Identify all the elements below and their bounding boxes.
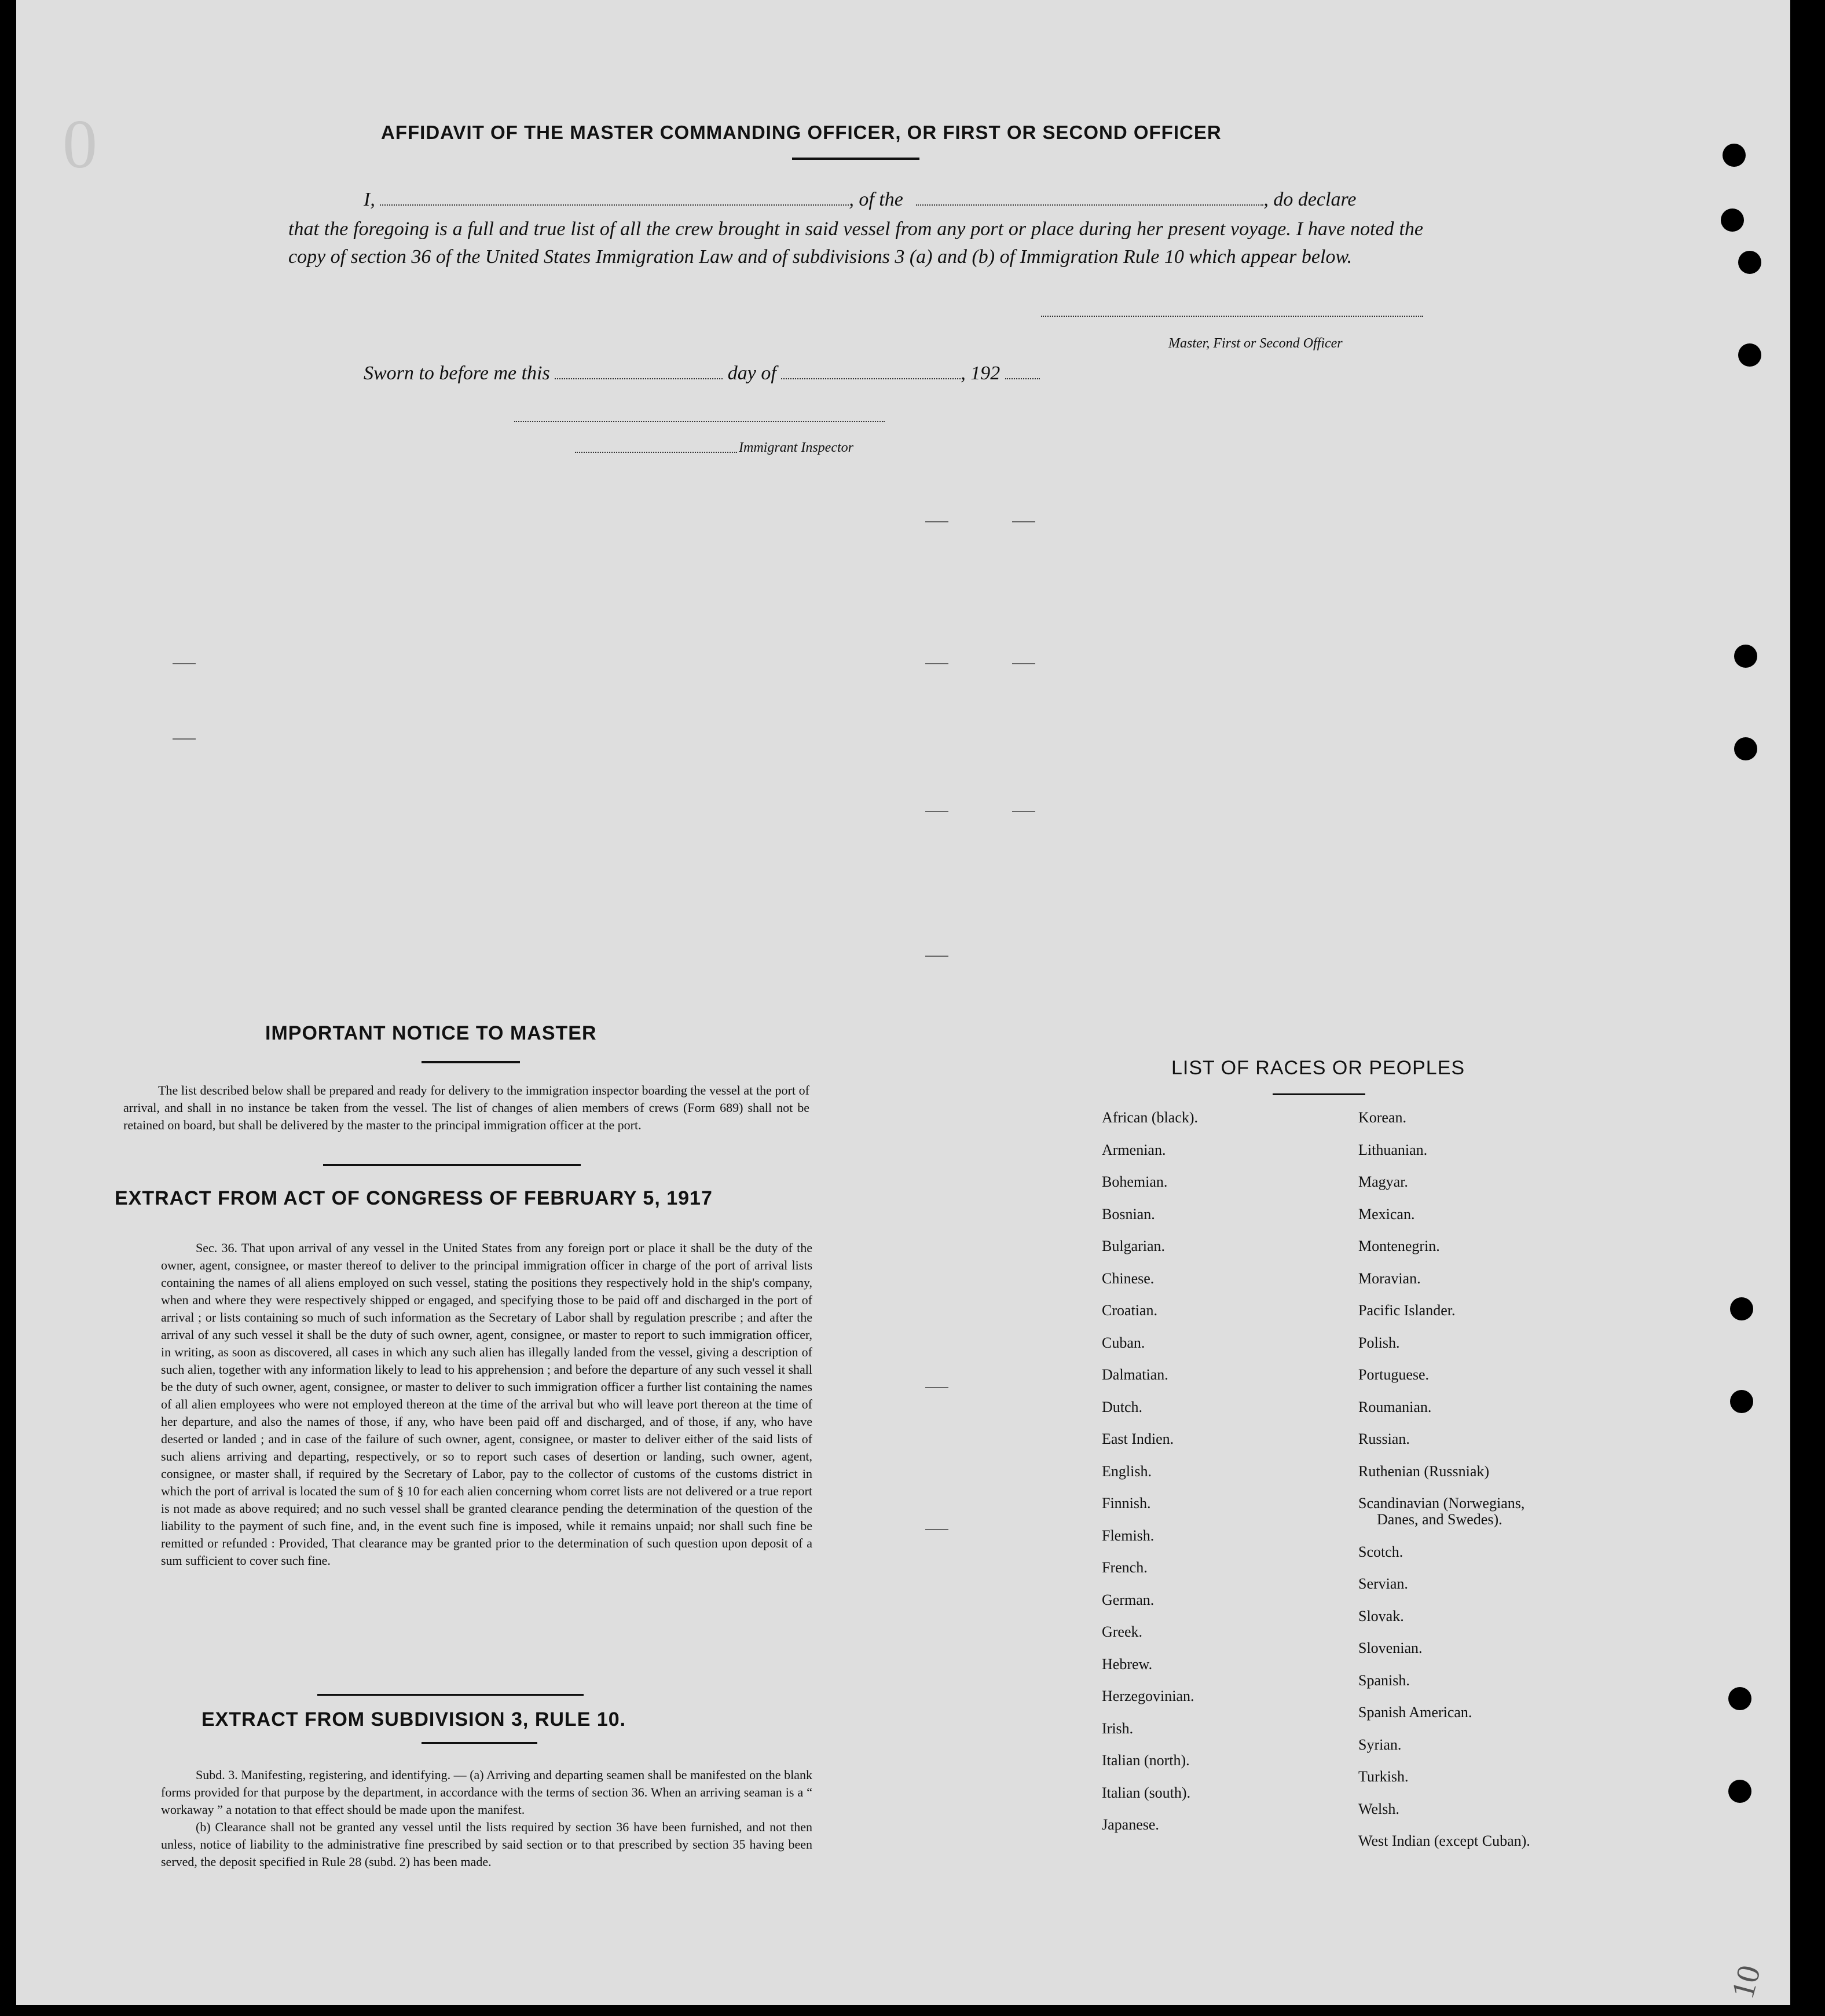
race-item: Ruthenian (Russniak) <box>1358 1462 1490 1480</box>
notice-heading-rule <box>422 1061 520 1063</box>
rule-para-b: (b) Clearance shall not be granted any vessel until the lists required by section 36 have been furnished, and not then unless, notice of liability to the administrative fine prescribed by said section or to that prescribed by section 35 having been served, the deposit specified in Rule 28 (subd. 2) has been made. <box>161 1820 812 1869</box>
sworn-day-field[interactable] <box>555 362 723 379</box>
race-item: Lithuanian. <box>1358 1141 1428 1158</box>
race-item: Finnish. <box>1102 1495 1151 1512</box>
race-item: Roumanian. <box>1358 1398 1432 1415</box>
punch-hole <box>1728 1687 1751 1710</box>
affidavit-declare: , do declare <box>1263 189 1357 210</box>
punch-hole <box>1728 1780 1751 1803</box>
race-item: Hebrew. <box>1102 1655 1153 1673</box>
race-item: Scotch. <box>1358 1543 1403 1560</box>
race-item: Korean. <box>1358 1109 1407 1126</box>
act-divider <box>317 1694 584 1696</box>
punch-hole <box>1730 1390 1753 1413</box>
race-item: Welsh. <box>1358 1800 1399 1817</box>
race-item: Irish. <box>1102 1719 1134 1737</box>
name-field[interactable] <box>380 188 849 206</box>
race-item: German. <box>1102 1591 1155 1608</box>
notice-heading: IMPORTANT NOTICE TO MASTER <box>265 1022 597 1044</box>
race-item: Greek. <box>1102 1623 1143 1640</box>
sworn-text: Sworn to before me this <box>364 363 550 384</box>
punch-hole <box>1723 144 1746 167</box>
race-item: Herzegovinian. <box>1102 1688 1194 1704</box>
notice-paragraph: The list described below shall be prepared and ready for delivery to the immigration inspector boarding the vessel at the port of arrival, and shall in no instance be taken from the vessel. The list of changes of alien members of crews (Form 689) shall not be retained on board, but shall be delivered by the master to the principal immigration officer at the port. <box>123 1083 809 1132</box>
race-item: Dalmatian. <box>1102 1366 1168 1383</box>
act-body <box>161 1239 812 1569</box>
race-item: Flemish. <box>1102 1527 1155 1544</box>
race-item: Mexican. <box>1358 1205 1415 1223</box>
race-item: English. <box>1102 1462 1152 1480</box>
race-item: Slovak. <box>1358 1607 1404 1624</box>
sworn-year: , 192 <box>961 363 1001 384</box>
faint-dash <box>925 1529 948 1530</box>
race-item: Japanese. <box>1102 1816 1159 1833</box>
race-item: Chinese. <box>1102 1269 1155 1287</box>
affidavit-i: I, <box>364 189 375 210</box>
faint-dash <box>173 738 196 740</box>
vessel-field[interactable] <box>916 188 1263 206</box>
rule-body <box>161 1766 812 1871</box>
race-item: Dutch. <box>1102 1398 1143 1415</box>
race-item: Spanish. <box>1358 1671 1410 1689</box>
faint-dash <box>1012 521 1035 522</box>
rule-heading: EXTRACT FROM SUBDIVISION 3, RULE 10. <box>201 1708 626 1730</box>
race-item: Moravian. <box>1358 1269 1421 1287</box>
affidavit-body: that the foregoing is a full and true list of all the crew brought in said vessel from any port or place during her present voyage. I have noted the copy of section 36 of the United States Immigration Law and of subdivisions 3 (a) and (b) of Immigration Rule 10 which appear below. <box>288 218 1423 268</box>
punch-hole <box>1738 343 1761 367</box>
inspector-caption: Immigrant Inspector <box>739 440 853 455</box>
race-item: Servian. <box>1358 1575 1408 1592</box>
notice-body <box>123 1082 809 1134</box>
faint-dash <box>925 811 948 812</box>
races-heading-rule <box>1273 1093 1365 1095</box>
race-item: Scandinavian (Norwegians, <box>1358 1495 1525 1512</box>
race-item: Danes, and Swedes). <box>1377 1511 1502 1528</box>
punch-hole <box>1734 645 1757 668</box>
race-item: Syrian. <box>1358 1736 1402 1753</box>
faint-dash <box>1012 663 1035 664</box>
race-item: Polish. <box>1358 1334 1400 1351</box>
affidavit-heading-rule <box>792 158 919 160</box>
race-item: African (black). <box>1102 1109 1199 1126</box>
race-item: Armenian. <box>1102 1141 1166 1158</box>
race-item: Bosnian. <box>1102 1205 1155 1223</box>
rule-heading-rule <box>422 1742 537 1744</box>
race-item: Pacific Islander. <box>1358 1302 1456 1319</box>
race-item: Turkish. <box>1358 1768 1409 1785</box>
manifest-page <box>16 0 1790 2005</box>
faint-dash <box>173 663 196 664</box>
sworn-day-of: day of <box>727 363 776 384</box>
races-heading: LIST OF RACES OR PEOPLES <box>1171 1057 1465 1079</box>
affidavit-heading: AFFIDAVIT OF THE MASTER COMMANDING OFFICER, OR FIRST OR SECOND OFFICER <box>381 122 1222 143</box>
race-item: Slovenian. <box>1358 1640 1423 1656</box>
sworn-line <box>364 362 1040 385</box>
sworn-month-field[interactable] <box>781 362 961 379</box>
race-item: Bulgarian. <box>1102 1238 1166 1254</box>
master-signature-caption: Master, First or Second Officer <box>1168 336 1343 351</box>
affidavit-of-the: , of the <box>849 189 903 210</box>
punch-hole <box>1730 1297 1753 1320</box>
race-item: East Indien. <box>1102 1430 1174 1447</box>
race-item: Italian (north). <box>1102 1752 1190 1769</box>
punch-hole <box>1734 737 1757 760</box>
faint-dash <box>925 956 948 957</box>
sworn-year-field[interactable] <box>1005 362 1040 379</box>
punch-hole <box>1738 251 1761 274</box>
act-heading: EXTRACT FROM ACT OF CONGRESS OF FEBRUARY 5, 1917 <box>115 1187 713 1209</box>
race-item: Portuguese. <box>1358 1366 1430 1383</box>
race-item: French. <box>1102 1559 1148 1576</box>
master-signature-line[interactable] <box>1041 316 1423 317</box>
faint-dash <box>1012 811 1035 812</box>
show-through-mark: 0 <box>63 105 97 182</box>
race-item: West Indian (except Cuban). <box>1358 1832 1530 1849</box>
affidavit-line1 <box>364 188 1357 211</box>
faint-dash <box>925 1387 948 1388</box>
race-item: Croatian. <box>1102 1302 1158 1319</box>
faint-dash <box>925 663 948 664</box>
race-item: Magyar. <box>1358 1173 1408 1190</box>
faint-dash <box>925 521 948 522</box>
inspector-signature-line[interactable] <box>514 421 885 422</box>
race-item: Bohemian. <box>1102 1173 1168 1190</box>
corner-handwriting: 10 <box>1724 1961 1768 2003</box>
inspector-caption-leader <box>575 452 737 453</box>
punch-hole <box>1721 208 1744 232</box>
race-item: Russian. <box>1358 1430 1410 1447</box>
rule-para-a: Subd. 3. Manifesting, registering, and identifying. — (a) Arriving and departing seamen shall be manifested on the blank forms provided for that purpose by the department, in accordance with the terms of section 36. When an arriving seaman is a “ workaway ” a notation to that effect should be made upon the manifest. <box>161 1768 812 1817</box>
race-item: Montenegrin. <box>1358 1238 1440 1254</box>
notice-divider <box>323 1164 581 1166</box>
race-item: Spanish American. <box>1358 1704 1472 1721</box>
race-item: Italian (south). <box>1102 1784 1191 1801</box>
race-item: Cuban. <box>1102 1334 1145 1351</box>
act-section-36: Sec. 36. That upon arrival of any vessel in the United States from any foreign port or place it shall be the duty of the owner, agent, consignee, or master thereof to deliver to the principal immigration officer in charge of the port of arrival lists containing the names of all aliens employed on such vessel, stating the positions they respectively hold in the ship's company, when and where they were respectively shipped or engaged, and specifying those to be paid off and discharged in the port of arrival ; or lists containing so much of such information as the Secretary of Labor shall by regulation prescribe ; and after the arrival of any such vessel it shall be the duty of such owner, agent, consignee, or master to report to such immigration officer, in writing, as soon as discovered, all cases in which any such alien has illegally landed from the vessel, giving a description of such alien, together with any information likely to lead to his apprehension ; and before the departure of any such vessel it shall be the duty of such owner, agent, consignee, or master to deliver to such immigration officer a further list containing the names of all alien employees who were not employed thereon at the time of the arrival but who will leave port thereon at the time of her departure, and also the names of those, if any, who have been paid off and discharged, and of those, if any, who have deserted or landed ; and in case of the failure of such owner, agent, consignee, or master to deliver either of the said lists of such aliens arriving and departing, respectively, or so to report such cases of desertion or landing, such owner, agent, consignee, or master shall, if required by the Secretary of Labor, pay to the collector of customs of the customs district in which the port of arrival is located the sum of § 10 for each alien concerning whom corret lists are not delivered or a true report is not made as above required; and no such vessel shall be granted clearance pending the determination of the question of the liability to the payment of such fine, and, in the event such fine is imposed, while it remains unpaid; nor shall such fine be remitted or refunded : Provided, That clearance may be granted prior to the determination of such question upon deposit of a sum sufficient to cover such fine. <box>161 1241 812 1568</box>
